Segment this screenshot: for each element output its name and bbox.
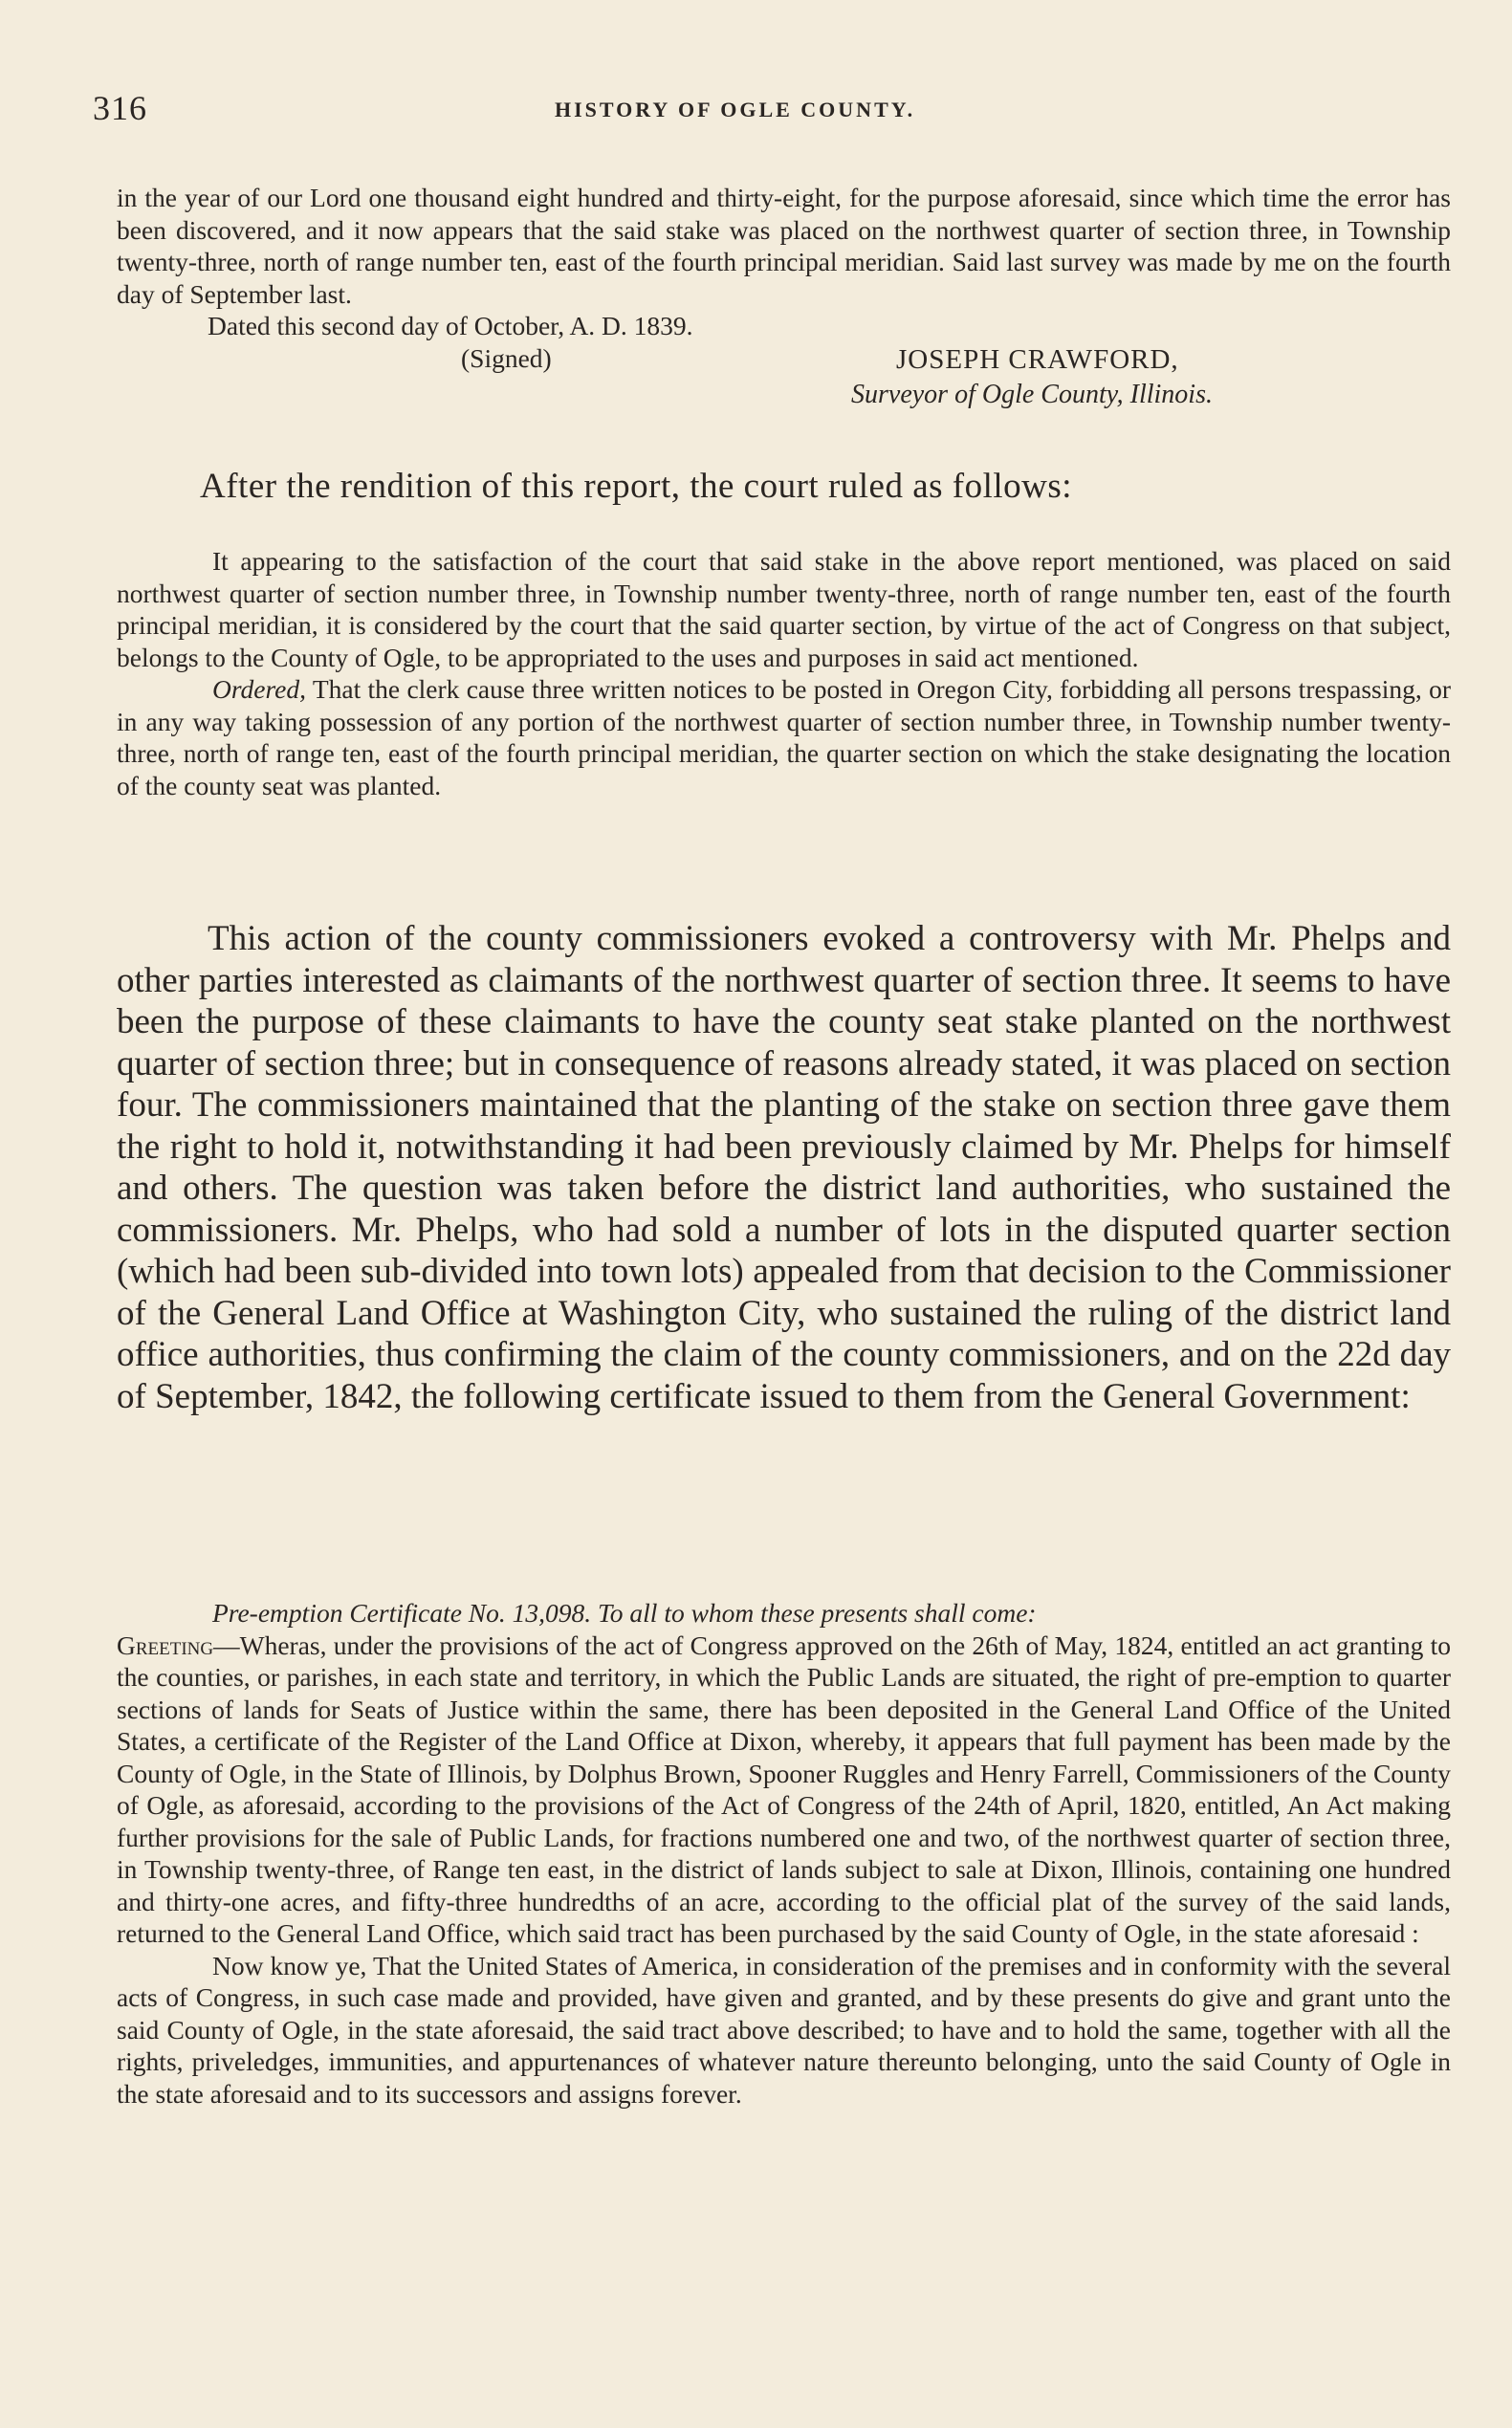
ordered-label: Ordered, (212, 674, 307, 704)
certificate-paragraph-1-text: —Wheras, under the provisions of the act of Congress approved on the 26th of May, 1824, entitled an act granting to the counties, or parishes, in each state and territory, in which the Public Lands are situated, the right of pre-emption to quarter sections of lands for Seats of Justice within the same, there has been deposited in the General Land Office of the United States, a certificate of the Register of the Land Office at Dixon, whereby, it appears that full payment has been made by the County of Ogle, in the State of Illinois, by Dolphus Brown, Spooner Ruggles and Henry Farrell, Commissioners of the County of Ogle, as aforesaid, according to the provisions of the Act of Congress of the 24th of April, 1820, entitled, An Act making further provisions for the sale of Public Lands, for fractions numbered one and two, of the northwest quarter of section three, in Township twenty-three, of Range ten east, in the district of lands subject to sale at Dixon, Illinois, containing one hundred and thirty-one acres, and fifty-three hundredths of an acre, according to the official plat of the survey of the said lands, returned to the General Land Office, which said tract has been purchased by the said County of Ogle, in the state aforesaid : (117, 1630, 1451, 1948)
narrative-paragraph: This action of the county commissioners evoked a controversy with Mr. Phelps and other parties interested as claimants of the northwest quarter of section three. It seems to have been the purpose of these claimants to have the county seat stake planted on the northwest quarter of section three; but in consequence of reasons already stated, it was placed on section four. The commissioners maintained that the planting of the stake on section three gave them the right to hold it, notwithstanding it had been previously claimed by Mr. Phelps for himself and others. The question was taken before the district land authorities, who sustained the commissioners. Mr. Phelps, who had sold a number of lots in the disputed quarter section (which had been sub-divided into town lots) appealed from that decision to the Commissioner of the General Land Office at Washington City, who sustained the ruling of the district land office authorities, thus confirming the claim of the county commissioners, and on the 22d day of September, 1842, the following certificate issued to them from the General Government: (117, 919, 1451, 1416)
narrative-block (117, 918, 1451, 1417)
certificate-heading-text: Pre-emption Certificate No. 13,098. To all to whom these presents shall come: (212, 1598, 1037, 1628)
greeting-label: Greeting (117, 1630, 214, 1660)
transition-sentence: After the rendition of this report, the court ruled as follows: (200, 467, 1073, 506)
report-paragraph: in the year of our Lord one thousand eight hundred and thirty-eight, for the purpose aforesaid, since which time the error has been discovered, and it now appears that the said stake was placed on the northwest quarter of section three, in Township twenty-three, north of range number ten, east of the fourth principal meridian. Said last survey was made by me on the fourth day of September last. (117, 183, 1451, 309)
court-ruling-block (117, 545, 1451, 801)
ruling-paragraph-1: It appearing to the satisfaction of the court that said stake in the above report mentioned, was placed on said northwest quarter of section number three, in Township number twenty-three, north of range number ten, east of the fourth principal meridian, it is considered by the court that the said quarter section, by virtue of the act of Congress on that subject, belongs to the County of Ogle, to be appropriated to the uses and purposes in said act mentioned. (117, 546, 1451, 672)
certificate-heading (117, 1597, 1451, 1630)
certificate-paragraph-2: Now know ye, That the United States of America, in consideration of the premises and in conformity with the several acts of Congress, in such case made and provided, have given and granted, and by these presents do give and grant unto the said County of Ogle, in the state aforesaid, the said tract above described; to have and to hold the same, together with all the rights, priveledges, immunities, and appurtenances of whatever nature thereunto belonging, unto the said County of Ogle in the state aforesaid and to its successors and assigns forever. (117, 1950, 1451, 2109)
report-dated-line: Dated this second day of October, A. D. 1839. (208, 311, 693, 340)
signer-name: JOSEPH CRAWFORD, (896, 343, 1179, 375)
signer-title: Surveyor of Ogle County, Illinois. (851, 379, 1213, 409)
certificate-paragraph-1 (117, 1630, 1451, 1950)
report-block (117, 182, 1451, 409)
ruling-paragraph-2-text: That the clerk cause three written notices to be posted in Oregon City, forbidding all persons trespassing, or in any way taking possession of any portion of the northwest quarter of section number three, in Township number twenty-three, north of range ten, east of the fourth principal meridian, the quarter section on which the stake designating the location of the county seat was planted. (117, 674, 1451, 800)
ruling-paragraph-2 (117, 673, 1451, 801)
running-head: HISTORY OF OGLE COUNTY. (555, 98, 916, 121)
signed-label: (Signed) (461, 342, 552, 373)
page-number: 316 (93, 89, 147, 127)
signature-line (117, 342, 1451, 409)
certificate-block (117, 1597, 1451, 2110)
